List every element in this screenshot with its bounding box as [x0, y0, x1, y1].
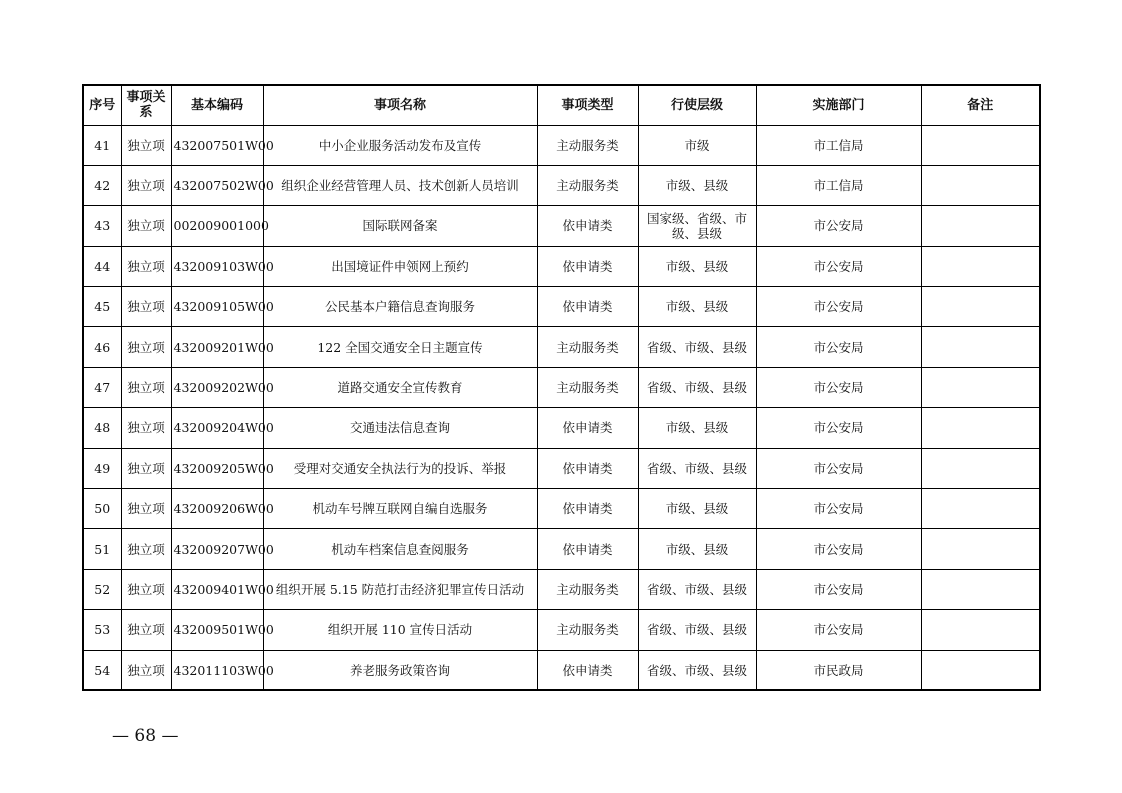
- type-cell: 主动服务类: [537, 165, 638, 205]
- relation-cell: 独立项: [121, 246, 171, 286]
- relation-cell: 独立项: [121, 367, 171, 407]
- code-cell: 432011103W00: [171, 650, 263, 690]
- code-cell: 432009501W00: [171, 610, 263, 650]
- level-cell: 市级、县级: [638, 489, 756, 529]
- header-level: 行使层级: [638, 85, 756, 125]
- table-row: [83, 610, 1040, 650]
- note-cell: [921, 448, 1040, 488]
- level-cell: 市级、县级: [638, 287, 756, 327]
- table-row: [83, 206, 1040, 246]
- note-cell: [921, 165, 1040, 205]
- table-row: [83, 246, 1040, 286]
- name-cell: 受理对交通安全执法行为的投诉、举报: [263, 448, 537, 488]
- level-cell: 市级: [638, 125, 756, 165]
- relation-cell: 独立项: [121, 206, 171, 246]
- header-code: 基本编码: [171, 85, 263, 125]
- dept-cell: 市公安局: [756, 367, 921, 407]
- header-relation: 事项关系: [121, 85, 171, 125]
- relation-cell: 独立项: [121, 448, 171, 488]
- dept-cell: 市公安局: [756, 569, 921, 609]
- note-cell: [921, 287, 1040, 327]
- level-cell: 市级、县级: [638, 529, 756, 569]
- page-number: — 68 —: [112, 726, 179, 746]
- name-cell: 国际联网备案: [263, 206, 537, 246]
- level-cell: 省级、市级、县级: [638, 327, 756, 367]
- table-row: [83, 650, 1040, 690]
- dept-cell: 市公安局: [756, 610, 921, 650]
- dept-cell: 市工信局: [756, 165, 921, 205]
- relation-cell: 独立项: [121, 287, 171, 327]
- table-row: [83, 165, 1040, 205]
- dept-cell: 市公安局: [756, 529, 921, 569]
- name-cell: 中小企业服务活动发布及宣传: [263, 125, 537, 165]
- name-cell: 122 全国交通安全日主题宣传: [263, 327, 537, 367]
- level-cell: 省级、市级、县级: [638, 367, 756, 407]
- relation-cell: 独立项: [121, 529, 171, 569]
- table-row: [83, 287, 1040, 327]
- type-cell: 依申请类: [537, 206, 638, 246]
- code-cell: 432009103W00: [171, 246, 263, 286]
- table-header: [83, 85, 1040, 125]
- dept-cell: 市公安局: [756, 489, 921, 529]
- note-cell: [921, 529, 1040, 569]
- note-cell: [921, 206, 1040, 246]
- code-cell: 432007501W00: [171, 125, 263, 165]
- level-cell: 市级、县级: [638, 246, 756, 286]
- row-number-cell: 41: [83, 125, 121, 165]
- relation-cell: 独立项: [121, 327, 171, 367]
- table-row: [83, 125, 1040, 165]
- table-row: [83, 489, 1040, 529]
- dept-cell: 市公安局: [756, 206, 921, 246]
- code-cell: 432009105W00: [171, 287, 263, 327]
- name-cell: 养老服务政策咨询: [263, 650, 537, 690]
- note-cell: [921, 367, 1040, 407]
- code-cell: 432009207W00: [171, 529, 263, 569]
- code-cell: 002009001000: [171, 206, 263, 246]
- relation-cell: 独立项: [121, 569, 171, 609]
- dept-cell: 市公安局: [756, 287, 921, 327]
- name-cell: 组织企业经营管理人员、技术创新人员培训: [263, 165, 537, 205]
- row-number-cell: 48: [83, 408, 121, 448]
- name-cell: 公民基本户籍信息查询服务: [263, 287, 537, 327]
- code-cell: 432009205W00: [171, 448, 263, 488]
- note-cell: [921, 246, 1040, 286]
- name-cell: 道路交通安全宣传教育: [263, 367, 537, 407]
- type-cell: 主动服务类: [537, 367, 638, 407]
- level-cell: 省级、市级、县级: [638, 569, 756, 609]
- code-cell: 432009201W00: [171, 327, 263, 367]
- name-cell: 出国境证件申领网上预约: [263, 246, 537, 286]
- level-cell: 市级、县级: [638, 165, 756, 205]
- code-cell: 432009206W00: [171, 489, 263, 529]
- code-cell: 432009401W00: [171, 569, 263, 609]
- dept-cell: 市公安局: [756, 246, 921, 286]
- service-items-table: [82, 84, 1041, 691]
- relation-cell: 独立项: [121, 408, 171, 448]
- dept-cell: 市公安局: [756, 448, 921, 488]
- relation-cell: 独立项: [121, 489, 171, 529]
- table-row: [83, 529, 1040, 569]
- header-no: 序号: [83, 85, 121, 125]
- dept-cell: 市民政局: [756, 650, 921, 690]
- row-number-cell: 52: [83, 569, 121, 609]
- table-row: [83, 408, 1040, 448]
- level-cell: 国家级、省级、市级、县级: [638, 206, 756, 246]
- relation-cell: 独立项: [121, 610, 171, 650]
- table-row: [83, 327, 1040, 367]
- row-number-cell: 47: [83, 367, 121, 407]
- row-number-cell: 49: [83, 448, 121, 488]
- type-cell: 主动服务类: [537, 610, 638, 650]
- table-row: [83, 448, 1040, 488]
- level-cell: 省级、市级、县级: [638, 650, 756, 690]
- header-dept: 实施部门: [756, 85, 921, 125]
- row-number-cell: 45: [83, 287, 121, 327]
- row-number-cell: 46: [83, 327, 121, 367]
- note-cell: [921, 610, 1040, 650]
- table-body: [83, 125, 1040, 690]
- code-cell: 432007502W00: [171, 165, 263, 205]
- type-cell: 依申请类: [537, 650, 638, 690]
- row-number-cell: 43: [83, 206, 121, 246]
- name-cell: 机动车档案信息查阅服务: [263, 529, 537, 569]
- note-cell: [921, 650, 1040, 690]
- row-number-cell: 54: [83, 650, 121, 690]
- relation-cell: 独立项: [121, 125, 171, 165]
- dept-cell: 市公安局: [756, 327, 921, 367]
- type-cell: 依申请类: [537, 529, 638, 569]
- name-cell: 组织开展 5.15 防范打击经济犯罪宣传日活动: [263, 569, 537, 609]
- name-cell: 交通违法信息查询: [263, 408, 537, 448]
- type-cell: 依申请类: [537, 287, 638, 327]
- header-type: 事项类型: [537, 85, 638, 125]
- note-cell: [921, 408, 1040, 448]
- row-number-cell: 51: [83, 529, 121, 569]
- type-cell: 主动服务类: [537, 125, 638, 165]
- code-cell: 432009204W00: [171, 408, 263, 448]
- header-name: 事项名称: [263, 85, 537, 125]
- note-cell: [921, 489, 1040, 529]
- type-cell: 主动服务类: [537, 327, 638, 367]
- table-row: [83, 367, 1040, 407]
- level-cell: 省级、市级、县级: [638, 610, 756, 650]
- note-cell: [921, 569, 1040, 609]
- header-note: 备注: [921, 85, 1040, 125]
- name-cell: 机动车号牌互联网自编自选服务: [263, 489, 537, 529]
- type-cell: 依申请类: [537, 246, 638, 286]
- level-cell: 省级、市级、县级: [638, 448, 756, 488]
- row-number-cell: 44: [83, 246, 121, 286]
- relation-cell: 独立项: [121, 650, 171, 690]
- table-row: [83, 569, 1040, 609]
- note-cell: [921, 125, 1040, 165]
- row-number-cell: 53: [83, 610, 121, 650]
- dept-cell: 市公安局: [756, 408, 921, 448]
- dept-cell: 市工信局: [756, 125, 921, 165]
- name-cell: 组织开展 110 宣传日活动: [263, 610, 537, 650]
- header-row: [83, 85, 1040, 125]
- note-cell: [921, 327, 1040, 367]
- code-cell: 432009202W00: [171, 367, 263, 407]
- type-cell: 主动服务类: [537, 569, 638, 609]
- level-cell: 市级、县级: [638, 408, 756, 448]
- type-cell: 依申请类: [537, 489, 638, 529]
- relation-cell: 独立项: [121, 165, 171, 205]
- row-number-cell: 42: [83, 165, 121, 205]
- row-number-cell: 50: [83, 489, 121, 529]
- type-cell: 依申请类: [537, 448, 638, 488]
- type-cell: 依申请类: [537, 408, 638, 448]
